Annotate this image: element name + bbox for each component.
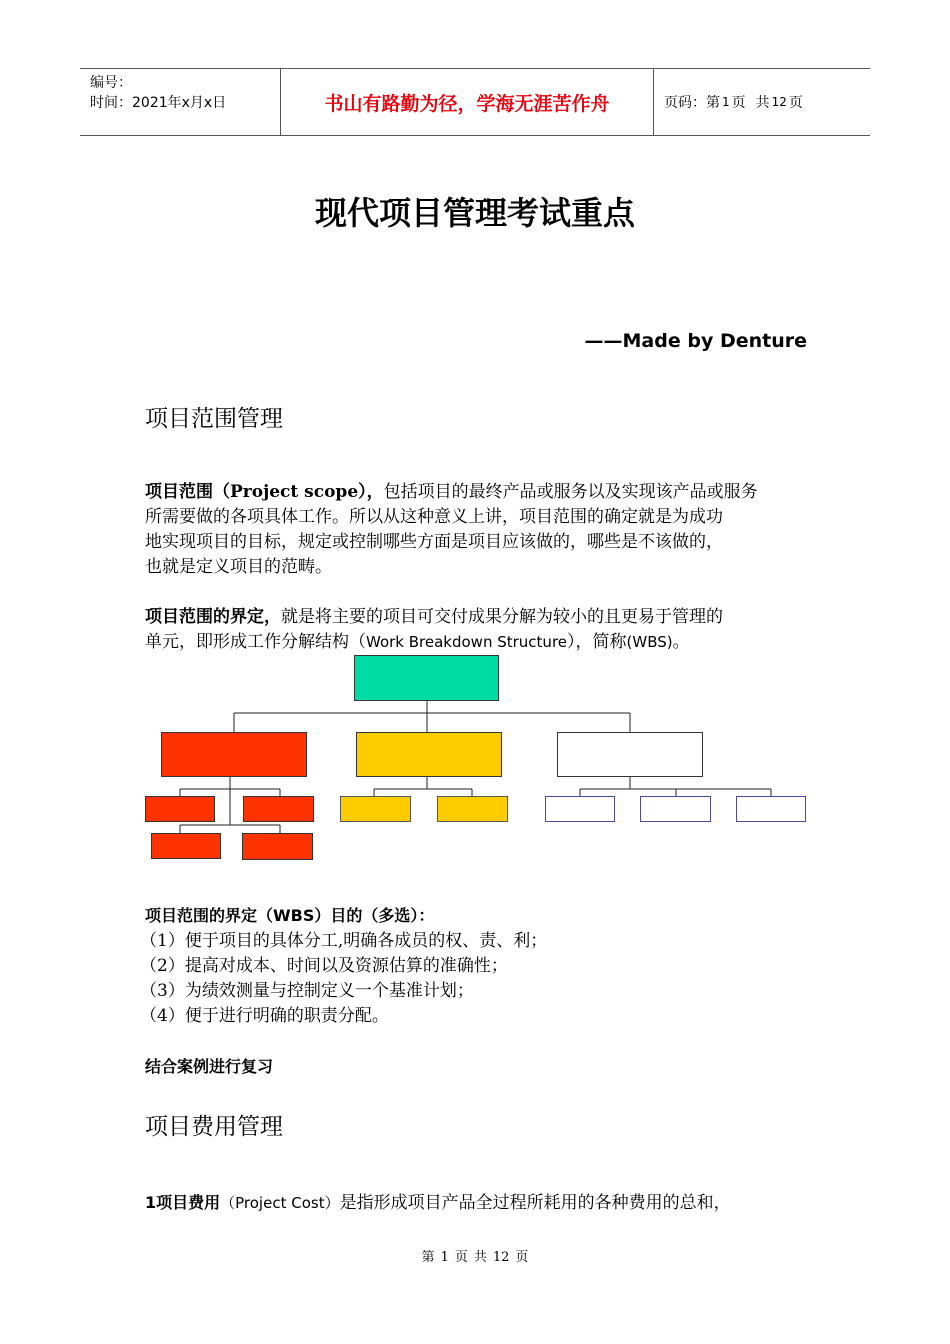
header-motto: 书山有路勤为径，学海无涯苦作舟: [281, 69, 654, 135]
wbs-leaf-blank: [545, 796, 615, 822]
paragraph-project-cost: 1项目费用（Project Cost）是指形成项目产品全过程所耗用的各种费用的总和，: [145, 1193, 731, 1213]
list-item: （1）便于项目的具体分工,明确各成员的权、责、利；: [140, 931, 548, 951]
date-label: 时间：2021年x月x日: [90, 95, 227, 111]
wbs-root-node: [354, 655, 499, 701]
total-label: 共: [755, 95, 770, 111]
document-title: 现代项目管理考试重点: [314, 194, 635, 232]
wbs-node-red: [161, 732, 307, 777]
wbs-leaf-red: [243, 796, 314, 822]
scope-term: 项目范围（Project scope），: [145, 482, 384, 502]
page-header: [80, 68, 870, 136]
total-unit: 页: [788, 95, 803, 111]
wbs-purpose-list: [140, 929, 820, 1029]
scope-definition-term: 项目范围的界定，: [145, 607, 281, 627]
wbs-node-white: [557, 732, 703, 777]
header-page-info: [654, 69, 870, 135]
footer-total-number: 12: [492, 1250, 510, 1265]
cost-term: 1项目费用: [145, 1193, 221, 1212]
wbs-leaf-yellow: [437, 796, 508, 822]
footer-page-number: 1: [440, 1250, 449, 1265]
page-unit: 页: [731, 95, 746, 111]
wbs-leaf-red: [151, 833, 221, 859]
wbs-leaf-red: [242, 833, 313, 860]
wbs-node-yellow: [356, 732, 502, 777]
paragraph-scope-definition: 项目范围的界定，就是将主要的项目可交付成果分解为较小的且更易于管理的 单元，即形成工作分解结构（Work Breakdown Structure），简称(WBS)。: [145, 607, 723, 652]
list-item: （3）为绩效测量与控制定义一个基准计划；: [140, 981, 474, 1001]
wbs-leaf-red: [145, 796, 215, 822]
paragraph-project-scope: 项目范围（Project scope），包括项目的最终产品或服务以及实现该产品或服务 所需要做的各项具体工作。所以从这种意义上讲，项目范围的确定就是为成功 地实现项目的目标，规定或控制哪些方面是项目应该做的，哪些是不该做的， 也就是定义项目的范畴。: [145, 482, 758, 577]
wbs-leaf-blank: [640, 796, 711, 822]
page-label: 页码：第: [664, 95, 720, 111]
total-number: 12: [771, 95, 787, 109]
page-footer: 第 1 页 共 12 页: [421, 1250, 529, 1265]
byline: ——Made by Denture: [584, 330, 807, 352]
list-item: （4）便于进行明确的职责分配。: [140, 1006, 389, 1026]
wbs-purpose-heading: 项目范围的界定（WBS）目的（多选）：: [145, 906, 435, 925]
section-heading-cost: 项目费用管理: [145, 1114, 283, 1140]
header-left-cell: [80, 69, 281, 135]
wbs-leaf-blank: [736, 796, 806, 822]
case-review-note: 结合案例进行复习: [145, 1057, 274, 1076]
page-number: 1: [722, 95, 730, 109]
section-heading-scope: 项目范围管理: [145, 406, 283, 432]
number-label: 编号：: [90, 75, 132, 91]
wbs-leaf-yellow: [340, 796, 411, 822]
list-item: （2）提高对成本、时间以及资源估算的准确性；: [140, 956, 508, 976]
